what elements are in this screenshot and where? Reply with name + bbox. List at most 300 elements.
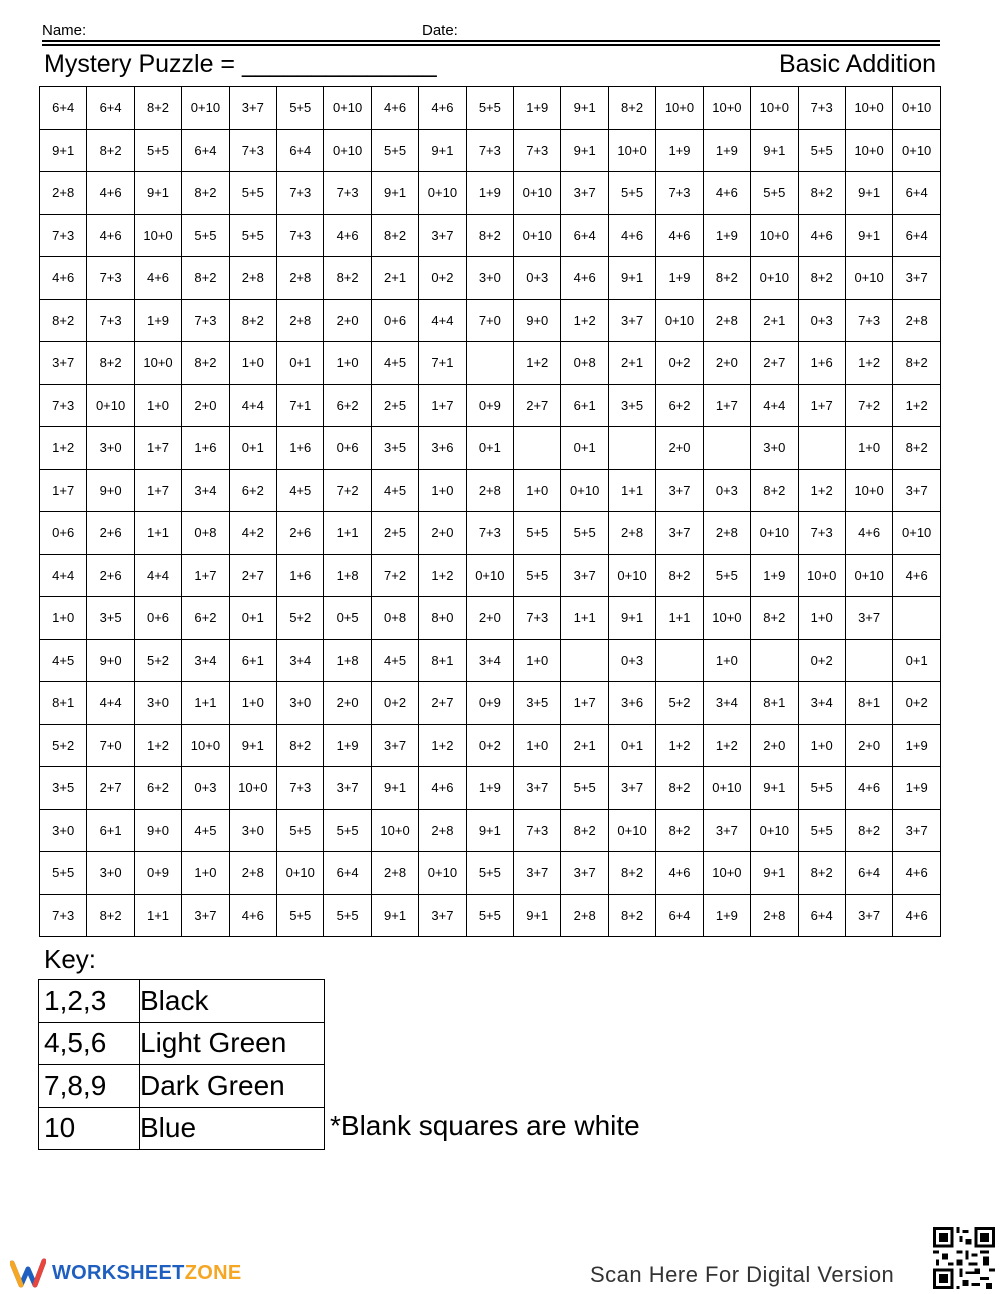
puzzle-cell: 7+2 [324, 469, 371, 512]
puzzle-cell: 7+3 [87, 299, 134, 342]
puzzle-cell: 1+2 [656, 724, 703, 767]
puzzle-cell: 7+3 [798, 512, 845, 555]
puzzle-cell: 3+4 [182, 639, 229, 682]
puzzle-cell: 8+2 [466, 214, 513, 257]
puzzle-cell: 3+7 [608, 299, 655, 342]
puzzle-cell: 5+5 [561, 767, 608, 810]
puzzle-cell: 8+2 [229, 299, 276, 342]
puzzle-cell: 0+8 [371, 597, 418, 640]
puzzle-cell: 4+6 [419, 767, 466, 810]
puzzle-cell: 6+2 [182, 597, 229, 640]
puzzle-cell: 6+1 [87, 809, 134, 852]
puzzle-cell: 0+10 [277, 852, 324, 895]
puzzle-cell: 0+2 [893, 682, 941, 725]
puzzle-cell: 3+0 [466, 257, 513, 300]
header-rule-bottom [42, 44, 940, 46]
puzzle-row [40, 894, 941, 937]
puzzle-cell: 0+1 [893, 639, 941, 682]
puzzle-cell: 0+10 [87, 384, 134, 427]
puzzle-cell: 1+7 [134, 469, 181, 512]
puzzle-cell: 9+1 [751, 852, 798, 895]
puzzle-cell: 0+6 [134, 597, 181, 640]
puzzle-cell: 6+2 [229, 469, 276, 512]
puzzle-cell: 0+6 [40, 512, 87, 555]
puzzle-cell: 8+2 [608, 894, 655, 937]
puzzle-cell: 3+7 [419, 894, 466, 937]
puzzle-cell: 8+2 [751, 597, 798, 640]
puzzle-cell: 10+0 [182, 724, 229, 767]
puzzle-cell: 2+0 [419, 512, 466, 555]
puzzle-cell: 5+2 [656, 682, 703, 725]
worksheetzone-logo [10, 1255, 241, 1291]
puzzle-row [40, 257, 941, 300]
puzzle-cell: 6+4 [40, 87, 87, 130]
puzzle-cell: 6+4 [798, 894, 845, 937]
puzzle-cell: 1+8 [324, 639, 371, 682]
puzzle-cell: 3+4 [466, 639, 513, 682]
puzzle-cell: 7+3 [40, 214, 87, 257]
puzzle-cell: 7+3 [277, 767, 324, 810]
puzzle-cell: 5+5 [466, 894, 513, 937]
puzzle-cell: 3+0 [751, 427, 798, 470]
puzzle-cell: 4+6 [87, 214, 134, 257]
puzzle-cell: 6+4 [893, 172, 941, 215]
key-row [39, 1065, 325, 1108]
puzzle-cell: 0+10 [561, 469, 608, 512]
puzzle-cell: 8+2 [656, 554, 703, 597]
puzzle-cell: 4+6 [87, 172, 134, 215]
puzzle-cell: 8+2 [134, 87, 181, 130]
puzzle-cell: 5+5 [134, 129, 181, 172]
puzzle-cell: 8+2 [798, 172, 845, 215]
puzzle-cell: 6+4 [277, 129, 324, 172]
header-rule-top [42, 40, 940, 42]
puzzle-cell: 3+0 [87, 427, 134, 470]
puzzle-row [40, 554, 941, 597]
puzzle-cell: 1+0 [419, 469, 466, 512]
puzzle-cell: 3+7 [182, 894, 229, 937]
puzzle-cell: 1+0 [324, 342, 371, 385]
puzzle-cell: 8+2 [277, 724, 324, 767]
logo-mark-icon [10, 1257, 46, 1289]
puzzle-cell: 0+10 [608, 554, 655, 597]
key-color: Dark Green [140, 1065, 325, 1108]
puzzle-cell: 1+9 [656, 257, 703, 300]
puzzle-cell: 9+1 [608, 597, 655, 640]
puzzle-cell: 5+5 [561, 512, 608, 555]
puzzle-cell: 3+7 [561, 172, 608, 215]
puzzle-cell: 0+9 [466, 384, 513, 427]
puzzle-cell: 4+5 [371, 342, 418, 385]
puzzle-cell: 3+4 [798, 682, 845, 725]
puzzle-cell: 4+6 [371, 87, 418, 130]
puzzle-cell: 0+10 [182, 87, 229, 130]
puzzle-cell: 2+8 [277, 257, 324, 300]
puzzle-cell [751, 639, 798, 682]
puzzle-cell: 3+6 [608, 682, 655, 725]
puzzle-cell: 8+2 [656, 767, 703, 810]
puzzle-cell [466, 342, 513, 385]
puzzle-cell: 0+10 [893, 87, 941, 130]
puzzle-cell: 4+6 [656, 214, 703, 257]
puzzle-cell: 3+7 [893, 809, 941, 852]
puzzle-cell: 2+8 [229, 257, 276, 300]
puzzle-cell: 5+5 [608, 172, 655, 215]
puzzle-cell: 0+10 [703, 767, 750, 810]
puzzle-row [40, 724, 941, 767]
puzzle-cell: 1+0 [703, 639, 750, 682]
puzzle-cell: 10+0 [845, 469, 892, 512]
puzzle-cell: 4+6 [656, 852, 703, 895]
puzzle-cell: 7+3 [182, 299, 229, 342]
puzzle-cell: 5+5 [703, 554, 750, 597]
puzzle-cell: 3+7 [561, 852, 608, 895]
puzzle-row [40, 469, 941, 512]
puzzle-cell: 9+1 [514, 894, 561, 937]
puzzle-row [40, 214, 941, 257]
puzzle-row [40, 639, 941, 682]
blank-squares-note: *Blank squares are white [330, 1110, 640, 1141]
puzzle-cell: 8+2 [893, 427, 941, 470]
puzzle-cell: 4+6 [40, 257, 87, 300]
puzzle-cell: 4+6 [893, 852, 941, 895]
puzzle-cell: 1+9 [134, 299, 181, 342]
puzzle-row [40, 299, 941, 342]
puzzle-cell [798, 427, 845, 470]
puzzle-cell: 10+0 [845, 87, 892, 130]
puzzle-cell: 1+7 [798, 384, 845, 427]
puzzle-row [40, 512, 941, 555]
puzzle-cell: 4+6 [893, 554, 941, 597]
puzzle-cell: 8+2 [40, 299, 87, 342]
puzzle-cell: 1+2 [134, 724, 181, 767]
puzzle-cell: 7+0 [87, 724, 134, 767]
puzzle-cell: 4+4 [751, 384, 798, 427]
puzzle-cell: 1+0 [40, 597, 87, 640]
puzzle-cell: 4+4 [134, 554, 181, 597]
puzzle-cell: 3+4 [277, 639, 324, 682]
puzzle-cell: 0+10 [514, 172, 561, 215]
puzzle-cell: 4+5 [40, 639, 87, 682]
puzzle-cell: 8+2 [561, 809, 608, 852]
puzzle-cell: 8+2 [87, 129, 134, 172]
puzzle-cell: 1+1 [656, 597, 703, 640]
puzzle-cell: 4+6 [324, 214, 371, 257]
puzzle-cell: 1+0 [182, 852, 229, 895]
puzzle-cell: 2+5 [371, 384, 418, 427]
puzzle-cell: 1+2 [514, 342, 561, 385]
puzzle-cell: 2+0 [703, 342, 750, 385]
puzzle-cell: 5+5 [277, 809, 324, 852]
puzzle-cell: 10+0 [656, 87, 703, 130]
puzzle-cell: 6+2 [656, 384, 703, 427]
puzzle-cell: 0+10 [893, 512, 941, 555]
puzzle-cell: 8+2 [87, 342, 134, 385]
puzzle-cell: 0+2 [371, 682, 418, 725]
puzzle-cell: 3+0 [229, 809, 276, 852]
puzzle-cell: 10+0 [751, 87, 798, 130]
puzzle-cell: 0+10 [893, 129, 941, 172]
puzzle-cell: 7+3 [229, 129, 276, 172]
puzzle-cell: 8+1 [845, 682, 892, 725]
puzzle-cell [845, 639, 892, 682]
puzzle-cell: 3+5 [87, 597, 134, 640]
puzzle-cell: 5+5 [798, 129, 845, 172]
puzzle-cell: 2+6 [87, 512, 134, 555]
puzzle-cell: 1+2 [893, 384, 941, 427]
key-row [39, 1107, 325, 1150]
puzzle-cell: 9+0 [134, 809, 181, 852]
puzzle-cell: 9+0 [514, 299, 561, 342]
puzzle-cell: 1+7 [419, 384, 466, 427]
name-label: Name: [42, 22, 87, 39]
puzzle-row [40, 682, 941, 725]
puzzle-cell: 2+8 [703, 512, 750, 555]
puzzle-cell: 2+0 [466, 597, 513, 640]
puzzle-cell: 0+1 [229, 597, 276, 640]
puzzle-cell: 1+9 [514, 87, 561, 130]
puzzle-cell: 8+2 [608, 87, 655, 130]
puzzle-cell: 4+5 [182, 809, 229, 852]
puzzle-cell [608, 427, 655, 470]
puzzle-row [40, 427, 941, 470]
puzzle-cell: 10+0 [703, 87, 750, 130]
puzzle-cell: 3+7 [371, 724, 418, 767]
puzzle-cell: 9+1 [751, 129, 798, 172]
puzzle-cell: 3+5 [514, 682, 561, 725]
puzzle-row [40, 342, 941, 385]
puzzle-row [40, 172, 941, 215]
puzzle-cell: 0+6 [324, 427, 371, 470]
puzzle-cell: 1+0 [514, 639, 561, 682]
puzzle-cell: 10+0 [608, 129, 655, 172]
puzzle-cell: 9+1 [229, 724, 276, 767]
puzzle-cell: 6+2 [134, 767, 181, 810]
puzzle-cell: 9+1 [466, 809, 513, 852]
puzzle-cell: 1+0 [514, 469, 561, 512]
qr-code-icon[interactable] [933, 1227, 995, 1289]
puzzle-cell: 1+9 [703, 129, 750, 172]
puzzle-cell: 7+3 [514, 597, 561, 640]
puzzle-cell: 1+1 [324, 512, 371, 555]
puzzle-cell: 5+2 [40, 724, 87, 767]
color-key-table [38, 979, 325, 1150]
puzzle-cell: 3+0 [40, 809, 87, 852]
puzzle-cell: 6+4 [561, 214, 608, 257]
puzzle-cell: 8+2 [893, 342, 941, 385]
puzzle-cell: 7+3 [87, 257, 134, 300]
puzzle-cell: 9+1 [608, 257, 655, 300]
puzzle-cell: 7+1 [419, 342, 466, 385]
scan-text: Scan Here For Digital Version [590, 1262, 895, 1287]
puzzle-cell: 1+0 [798, 597, 845, 640]
puzzle-cell: 3+7 [514, 767, 561, 810]
puzzle-cell: 8+2 [182, 172, 229, 215]
puzzle-cell: 8+2 [798, 257, 845, 300]
puzzle-cell: 3+7 [324, 767, 371, 810]
puzzle-cell: 10+0 [229, 767, 276, 810]
puzzle-cell: 5+2 [134, 639, 181, 682]
puzzle-cell: 2+8 [466, 469, 513, 512]
puzzle-cell: 7+3 [324, 172, 371, 215]
puzzle-cell: 2+8 [277, 299, 324, 342]
puzzle-cell: 6+4 [182, 129, 229, 172]
puzzle-cell: 2+7 [514, 384, 561, 427]
puzzle-cell: 2+5 [371, 512, 418, 555]
puzzle-cell: 6+1 [229, 639, 276, 682]
key-row [39, 980, 325, 1023]
puzzle-cell: 2+8 [419, 809, 466, 852]
puzzle-cell: 3+7 [561, 554, 608, 597]
puzzle-cell: 7+3 [40, 384, 87, 427]
puzzle-cell: 0+2 [656, 342, 703, 385]
puzzle-cell: 5+5 [514, 554, 561, 597]
puzzle-cell: 2+8 [40, 172, 87, 215]
puzzle-cell: 1+0 [229, 342, 276, 385]
puzzle-cell: 9+1 [40, 129, 87, 172]
puzzle-cell: 7+3 [40, 894, 87, 937]
puzzle-cell: 4+5 [277, 469, 324, 512]
puzzle-row [40, 597, 941, 640]
puzzle-cell: 0+10 [845, 257, 892, 300]
puzzle-cell: 5+5 [229, 172, 276, 215]
puzzle-cell: 2+8 [608, 512, 655, 555]
puzzle-cell: 7+3 [277, 172, 324, 215]
puzzle-cell [703, 427, 750, 470]
puzzle-cell: 1+1 [134, 512, 181, 555]
puzzle-cell: 9+1 [419, 129, 466, 172]
puzzle-cell: 1+2 [419, 554, 466, 597]
puzzle-cell: 3+0 [134, 682, 181, 725]
puzzle-cell: 8+0 [419, 597, 466, 640]
puzzle-cell: 4+6 [229, 894, 276, 937]
puzzle-cell: 0+10 [324, 129, 371, 172]
puzzle-cell: 5+5 [182, 214, 229, 257]
puzzle-cell: 0+2 [798, 639, 845, 682]
puzzle-cell: 2+8 [561, 894, 608, 937]
puzzle-cell: 4+4 [40, 554, 87, 597]
puzzle-cell: 5+5 [751, 172, 798, 215]
puzzle-cell [656, 639, 703, 682]
puzzle-cell: 3+7 [845, 894, 892, 937]
puzzle-cell: 2+0 [182, 384, 229, 427]
puzzle-cell: 1+2 [798, 469, 845, 512]
puzzle-cell: 2+0 [324, 299, 371, 342]
puzzle-cell: 3+7 [40, 342, 87, 385]
puzzle-cell: 7+0 [466, 299, 513, 342]
puzzle-cell: 2+1 [561, 724, 608, 767]
puzzle-cell: 3+7 [419, 214, 466, 257]
puzzle-cell: 4+6 [845, 512, 892, 555]
puzzle-cell: 8+2 [608, 852, 655, 895]
puzzle-cell: 0+8 [182, 512, 229, 555]
puzzle-cell: 3+4 [703, 682, 750, 725]
puzzle-cell: 8+2 [656, 809, 703, 852]
puzzle-cell: 2+0 [845, 724, 892, 767]
puzzle-cell: 4+4 [87, 682, 134, 725]
puzzle-cell: 1+9 [893, 767, 941, 810]
puzzle-row [40, 384, 941, 427]
puzzle-cell: 0+10 [419, 172, 466, 215]
puzzle-cell: 1+2 [40, 427, 87, 470]
puzzle-cell: 0+5 [324, 597, 371, 640]
puzzle-cell: 8+1 [419, 639, 466, 682]
date-label: Date: [422, 22, 458, 39]
puzzle-cell: 6+1 [561, 384, 608, 427]
puzzle-cell: 2+7 [229, 554, 276, 597]
puzzle-cell: 5+5 [324, 894, 371, 937]
puzzle-cell: 2+0 [324, 682, 371, 725]
puzzle-cell: 9+1 [845, 172, 892, 215]
puzzle-cell: 1+8 [324, 554, 371, 597]
puzzle-row [40, 809, 941, 852]
puzzle-cell: 3+7 [656, 512, 703, 555]
puzzle-cell: 1+0 [514, 724, 561, 767]
puzzle-cell: 0+10 [751, 257, 798, 300]
puzzle-cell: 1+9 [324, 724, 371, 767]
puzzle-cell: 7+3 [798, 87, 845, 130]
puzzle-cell: 9+1 [134, 172, 181, 215]
puzzle-cell: 3+5 [608, 384, 655, 427]
puzzle-cell: 10+0 [703, 597, 750, 640]
puzzle-cell: 2+1 [608, 342, 655, 385]
puzzle-cell: 1+2 [845, 342, 892, 385]
key-color: Blue [140, 1107, 325, 1150]
puzzle-cell: 5+5 [324, 809, 371, 852]
puzzle-cell: 9+1 [845, 214, 892, 257]
puzzle-cell: 4+2 [229, 512, 276, 555]
puzzle-cell: 6+4 [893, 214, 941, 257]
puzzle-cell: 1+0 [229, 682, 276, 725]
puzzle-cell: 8+2 [87, 894, 134, 937]
puzzle-cell: 1+1 [561, 597, 608, 640]
puzzle-cell: 0+3 [514, 257, 561, 300]
puzzle-cell: 1+2 [703, 724, 750, 767]
puzzle-cell: 5+2 [277, 597, 324, 640]
puzzle-cell: 8+2 [182, 342, 229, 385]
puzzle-cell: 4+6 [134, 257, 181, 300]
puzzle-cell: 3+0 [87, 852, 134, 895]
puzzle-cell: 4+5 [371, 639, 418, 682]
puzzle-cell: 1+1 [182, 682, 229, 725]
puzzle-cell: 0+2 [419, 257, 466, 300]
puzzle-grid [39, 86, 941, 937]
key-color: Light Green [140, 1022, 325, 1065]
puzzle-cell: 3+7 [845, 597, 892, 640]
puzzle-cell: 8+1 [751, 682, 798, 725]
puzzle-cell: 2+1 [371, 257, 418, 300]
puzzle-cell: 2+7 [87, 767, 134, 810]
puzzle-cell: 8+2 [703, 257, 750, 300]
puzzle-cell: 9+0 [87, 469, 134, 512]
puzzle-cell: 2+0 [751, 724, 798, 767]
logo-text [52, 1262, 241, 1285]
puzzle-cell: 0+3 [703, 469, 750, 512]
puzzle-cell: 5+5 [514, 512, 561, 555]
puzzle-cell: 6+4 [656, 894, 703, 937]
puzzle-cell: 4+6 [703, 172, 750, 215]
puzzle-cell: 0+3 [798, 299, 845, 342]
puzzle-cell: 1+7 [703, 384, 750, 427]
puzzle-cell: 2+8 [229, 852, 276, 895]
puzzle-cell: 3+0 [277, 682, 324, 725]
puzzle-cell: 9+1 [371, 894, 418, 937]
puzzle-cell: 6+2 [324, 384, 371, 427]
puzzle-cell: 0+1 [561, 427, 608, 470]
topic-label: Basic Addition [778, 50, 936, 78]
puzzle-cell: 4+6 [798, 214, 845, 257]
puzzle-cell: 3+6 [419, 427, 466, 470]
